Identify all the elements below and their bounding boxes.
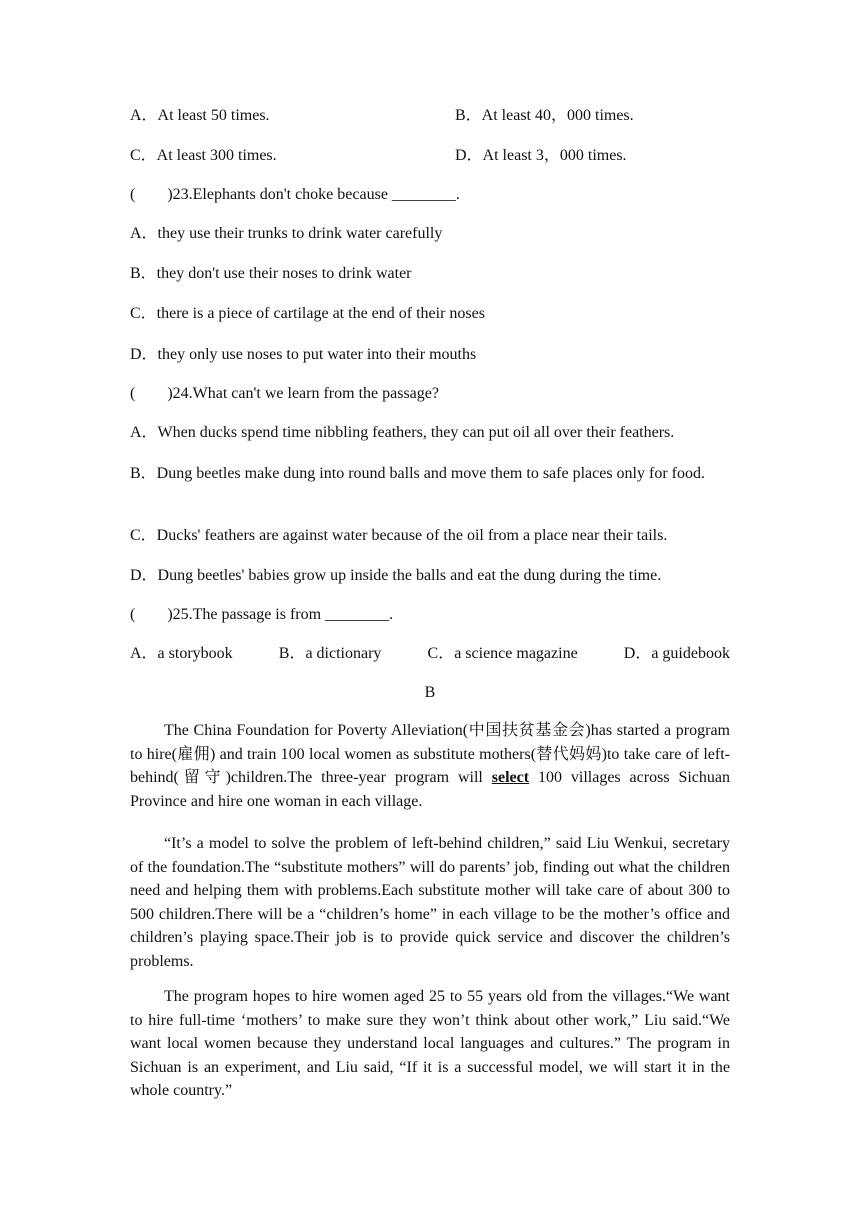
emphasized-word: select xyxy=(491,769,530,787)
q23-option-b: B．they don't use their noses to drink water xyxy=(130,265,412,282)
q25-option-b: B．a dictionary xyxy=(278,645,382,662)
passage-paragraph-1 xyxy=(130,719,730,813)
q23-option-d: D．they only use noses to put water into their mouths xyxy=(130,346,477,363)
q22-option-d: D．At least 3，000 times. xyxy=(455,147,627,164)
q25-option-d: D．a guidebook xyxy=(623,645,730,662)
q22-option-c: C．At least 300 times. xyxy=(130,147,277,164)
passage-paragraph-2: “It’s a model to solve the problem of left-behind children,” said Liu Wenkui, secretary of the foundation.The “substitute mothers” will do parents’ job, finding out what the children need and helping them with problems.Each substitute mother will take care of about 300 to 500 children.There will be a “children’s home” in each village to be the mother’s office and children’s playing space.Their job is to provide quick service and discover the children’s problems. xyxy=(130,835,730,970)
q23-option-a: A．they use their trunks to drink water carefully xyxy=(130,225,443,242)
q22-options-row-2 xyxy=(130,146,627,166)
q24-option-a: A．When ducks spend time nibbling feathers, they can put oil all over their feathers. xyxy=(130,424,675,441)
q23-stem: ( )23.Elephants don't choke because ________. xyxy=(130,186,460,203)
q22-options-row-1 xyxy=(130,106,634,126)
q25-stem: ( )25.The passage is from ________. xyxy=(130,606,394,623)
paragraph-1-text-end: 100 villages across Sichuan Province and hire one woman in each village. xyxy=(130,769,730,810)
q25-options-row xyxy=(130,644,730,664)
paragraph-1-text-start: The China Foundation for Poverty Alleviation(中国扶贫基金会)has started a program to hire(雇佣) and train 100 local women as substitute mothers(替代妈妈)to take care of left-behind(留守)children.The three-year program will xyxy=(130,722,730,787)
q22-option-b: B．At least 40，000 times. xyxy=(455,107,634,124)
q23-option-c: C．there is a piece of cartilage at the end of their noses xyxy=(130,305,485,322)
q24-stem: ( )24.What can't we learn from the passage? xyxy=(130,385,439,402)
q24-option-d: D．Dung beetles' babies grow up inside the balls and eat the dung during the time. xyxy=(130,567,662,584)
q25-option-a: A．a storybook xyxy=(130,645,233,662)
q24-option-b: B．Dung beetles make dung into round balls and move them to safe places only for food. xyxy=(130,465,705,482)
q24-option-c: C．Ducks' feathers are against water because of the oil from a place near their tails. xyxy=(130,527,668,544)
q25-option-c: C．a science magazine xyxy=(427,645,578,662)
q22-option-a: A．At least 50 times. xyxy=(130,107,270,124)
section-heading: B xyxy=(424,684,436,701)
passage-paragraph-3: The program hopes to hire women aged 25 to 55 years old from the villages.“We want to hire full-time ‘mothers’ to make sure they won’t think about other work,” Liu said.“We want local women because they understand local languages and cultures.” The program in Sichuan is an experiment, and Liu said, “If it is a successful model, we will start it in the whole country.” xyxy=(130,988,730,1100)
